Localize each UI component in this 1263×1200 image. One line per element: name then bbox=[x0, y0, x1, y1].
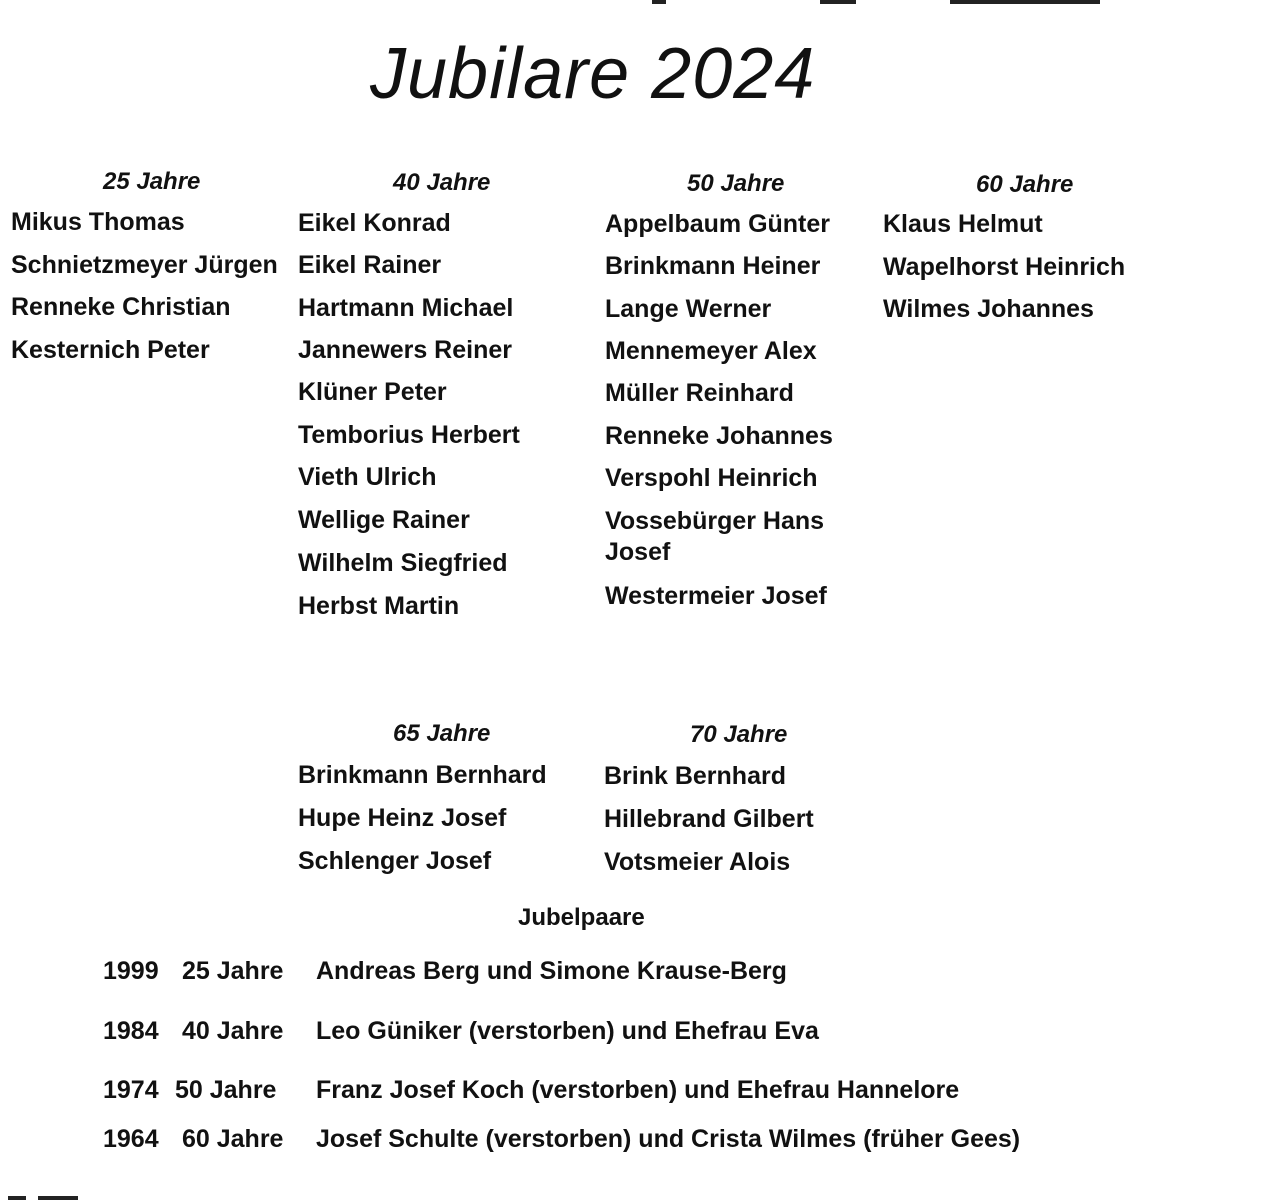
group-heading: 40 Jahre bbox=[393, 169, 491, 196]
list-item: Appelbaum Günter bbox=[605, 210, 831, 238]
list-item: Klüner Peter bbox=[298, 378, 447, 406]
table-row bbox=[0, 956, 1263, 988]
list-item: Eikel Konrad bbox=[298, 209, 451, 237]
list-item: Brinkmann Heiner bbox=[605, 252, 821, 280]
list-item: Renneke Johannes bbox=[605, 422, 833, 450]
list-item: Mennemeyer Alex bbox=[605, 337, 817, 365]
list-item: Vossebürger Hans Josef bbox=[605, 507, 825, 566]
list-item: Hillebrand Gilbert bbox=[604, 805, 814, 833]
list-item: Herbst Martin bbox=[298, 592, 460, 620]
pair-anniversary: 25 Jahre bbox=[182, 957, 284, 985]
group-heading: 25 Jahre bbox=[103, 168, 201, 195]
page-title: Jubilare 2024 bbox=[370, 34, 816, 114]
cropped-bottom-text bbox=[8, 1192, 88, 1200]
list-item: Brinkmann Bernhard bbox=[298, 761, 547, 789]
list-item: Temborius Herbert bbox=[298, 421, 520, 449]
list-item: Müller Reinhard bbox=[605, 379, 794, 407]
pair-names: Josef Schulte (verstorben) und Crista Wilmes (früher Gees) bbox=[316, 1125, 1021, 1153]
list-item: Verspohl Heinrich bbox=[605, 464, 818, 492]
table-row bbox=[0, 1124, 1263, 1156]
list-item: Eikel Rainer bbox=[298, 251, 442, 279]
pair-year: 1999 bbox=[103, 957, 159, 985]
jubelpaare-heading: Jubelpaare bbox=[518, 904, 645, 931]
list-item: Jannewers Reiner bbox=[298, 336, 512, 364]
table-row bbox=[0, 1016, 1263, 1048]
list-item: Hartmann Michael bbox=[298, 294, 514, 322]
pair-names: Leo Güniker (verstorben) und Ehefrau Eva bbox=[316, 1017, 819, 1045]
list-item: Renneke Christian bbox=[11, 293, 231, 321]
list-item: Brink Bernhard bbox=[604, 762, 786, 790]
list-item: Wapelhorst Heinrich bbox=[883, 253, 1126, 281]
list-item: Klaus Helmut bbox=[883, 210, 1043, 238]
list-item: Wilmes Johannes bbox=[883, 295, 1094, 323]
pair-year: 1964 bbox=[103, 1125, 159, 1153]
group-heading: 70 Jahre bbox=[690, 721, 788, 748]
list-item: Schnietzmeyer Jürgen bbox=[11, 251, 278, 279]
cropped-top-text bbox=[640, 0, 1120, 6]
list-item: Mikus Thomas bbox=[11, 208, 185, 236]
list-item: Schlenger Josef bbox=[298, 847, 492, 875]
group-heading: 50 Jahre bbox=[687, 170, 785, 197]
pair-year: 1974 bbox=[103, 1076, 159, 1104]
pair-names: Franz Josef Koch (verstorben) und Ehefrau Hannelore bbox=[316, 1076, 960, 1104]
pair-anniversary: 60 Jahre bbox=[182, 1125, 284, 1153]
pair-year: 1984 bbox=[103, 1017, 159, 1045]
list-item: Wilhelm Siegfried bbox=[298, 549, 508, 577]
list-item: Wellige Rainer bbox=[298, 506, 470, 534]
list-item: Votsmeier Alois bbox=[604, 848, 791, 876]
list-item: Lange Werner bbox=[605, 295, 772, 323]
list-item: Hupe Heinz Josef bbox=[298, 804, 507, 832]
list-item: Vieth Ulrich bbox=[298, 463, 437, 491]
list-item: Kesternich Peter bbox=[11, 336, 210, 364]
group-heading: 65 Jahre bbox=[393, 720, 491, 747]
pair-names: Andreas Berg und Simone Krause-Berg bbox=[316, 957, 787, 985]
table-row bbox=[0, 1075, 1263, 1107]
pair-anniversary: 50 Jahre bbox=[175, 1076, 277, 1104]
pair-anniversary: 40 Jahre bbox=[182, 1017, 284, 1045]
group-heading: 60 Jahre bbox=[976, 171, 1074, 198]
list-item: Westermeier Josef bbox=[605, 582, 827, 610]
